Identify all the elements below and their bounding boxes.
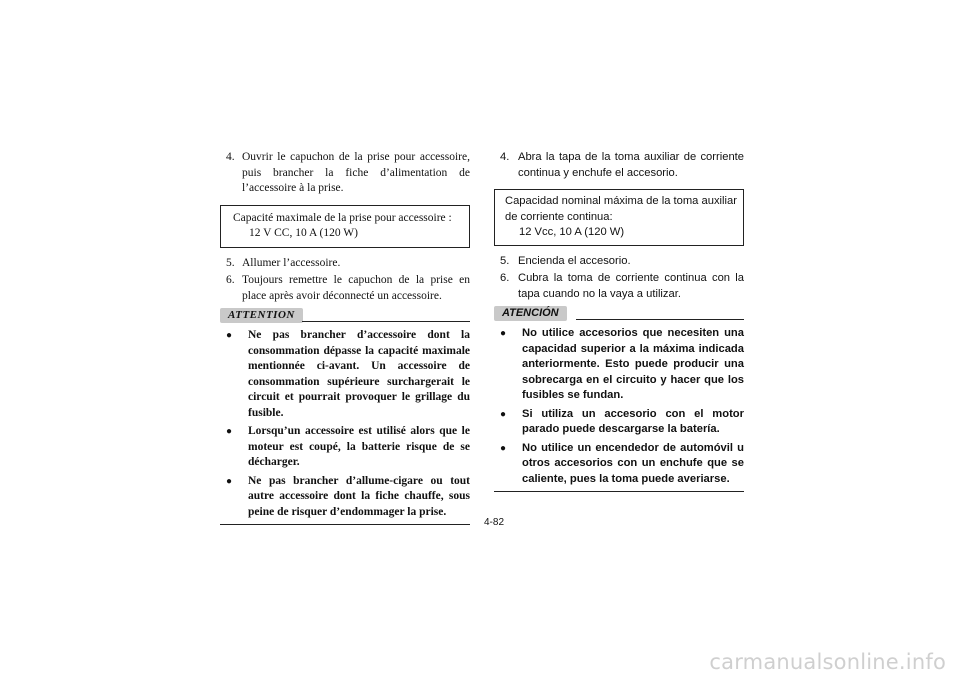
step-number: 4. <box>226 151 235 163</box>
fr-capacity-box <box>220 205 470 248</box>
list-item <box>220 474 470 521</box>
bullet-icon: ● <box>226 426 233 437</box>
capacity-caption: Capacidad nominal máxima de la toma auxiliar de corriente continua: <box>505 195 737 223</box>
bullet-text: Si utiliza un accesorio con el motor parado puede descargarse la batería. <box>522 407 744 435</box>
bullet-icon: ● <box>226 475 233 487</box>
step-text: Ouvrir le capuchon de la prise pour accessoire, puis brancher la fiche d’alimentation de l’accessoire à la prise. <box>242 151 470 194</box>
divider <box>302 321 470 322</box>
bullet-icon: ● <box>500 408 507 420</box>
step-number: 6. <box>226 274 235 286</box>
divider <box>494 491 744 492</box>
fr-step-5 <box>220 256 470 272</box>
bullet-text: Ne pas brancher d’accessoire dont la consommation dépasse la capacité maximale mentionnée ci-avant. Un accessoire de consommation supérieure surchargerait le circuit et pourrait provoquer le grillage du fusible. <box>248 329 470 419</box>
list-item <box>494 407 744 438</box>
capacity-value: 12 Vcc, 10 A (120 W) <box>519 226 625 238</box>
step-text: Encienda el accesorio. <box>518 254 631 267</box>
fr-warning-list <box>220 328 470 520</box>
step-text: Cubra la toma de corriente continua con la tapa cuando no la vaya a utilizar. <box>518 272 744 300</box>
step-number: 5. <box>226 256 235 269</box>
fr-warning-header <box>220 310 470 324</box>
step-text: Allumer l’accessoire. <box>242 256 341 269</box>
es-step-5 <box>494 254 744 270</box>
page-number: 4-82 <box>483 517 504 528</box>
divider <box>576 319 744 320</box>
es-warning-list <box>494 326 744 487</box>
step-number: 4. <box>500 151 510 163</box>
fr-step-4 <box>220 150 470 197</box>
warning-label: ATTENTION <box>220 308 303 323</box>
bullet-text: Ne pas brancher d’allume-cigare ou tout autre accessoire dont la fiche chauffe, sous peine de risquer d’endommager la prise. <box>248 474 470 518</box>
step-text: Abra la tapa de la toma auxiliar de corriente continua y enchufe el accesorio. <box>518 151 744 179</box>
spanish-column <box>494 150 744 492</box>
es-warning-header <box>494 308 744 322</box>
warning-label: ATENCIÓN <box>494 306 567 321</box>
capacity-caption: Capacité maximale de la prise pour accessoire : <box>233 211 452 224</box>
divider <box>220 524 470 525</box>
step-number: 6. <box>500 272 510 284</box>
step-number: 5. <box>500 254 510 267</box>
list-item <box>494 326 744 404</box>
watermark: carmanualsonline.info <box>709 650 946 674</box>
es-step-4 <box>494 150 744 181</box>
list-item <box>494 441 744 488</box>
list-item <box>220 328 470 421</box>
es-step-6 <box>494 271 744 302</box>
bullet-icon: ● <box>500 442 507 454</box>
bullet-icon: ● <box>500 328 507 339</box>
list-item <box>220 424 470 471</box>
es-capacity-box <box>494 189 744 246</box>
bullet-icon: ● <box>226 330 233 341</box>
capacity-value: 12 V CC, 10 A (120 W) <box>249 227 358 239</box>
step-text: Toujours remettre le capuchon de la prise en place après avoir déconnecté un accessoire. <box>242 274 470 302</box>
fr-step-6 <box>220 273 470 304</box>
bullet-text: Lorsqu’un accessoire est utilisé alors que le moteur est coupé, la batterie risque de se décharger. <box>248 425 470 468</box>
bullet-text: No utilice un encendedor de automóvil u otros accesorios con un enchufe que se caliente, pues la toma puede averiarse. <box>522 441 744 485</box>
french-column <box>220 150 470 525</box>
bullet-text: No utilice accesorios que necesiten una capacidad superior a la máxima indicada anteriormente. Esto puede producir una sobrecarga en el circuito y hacer que los fusibles se fundan. <box>522 327 744 401</box>
